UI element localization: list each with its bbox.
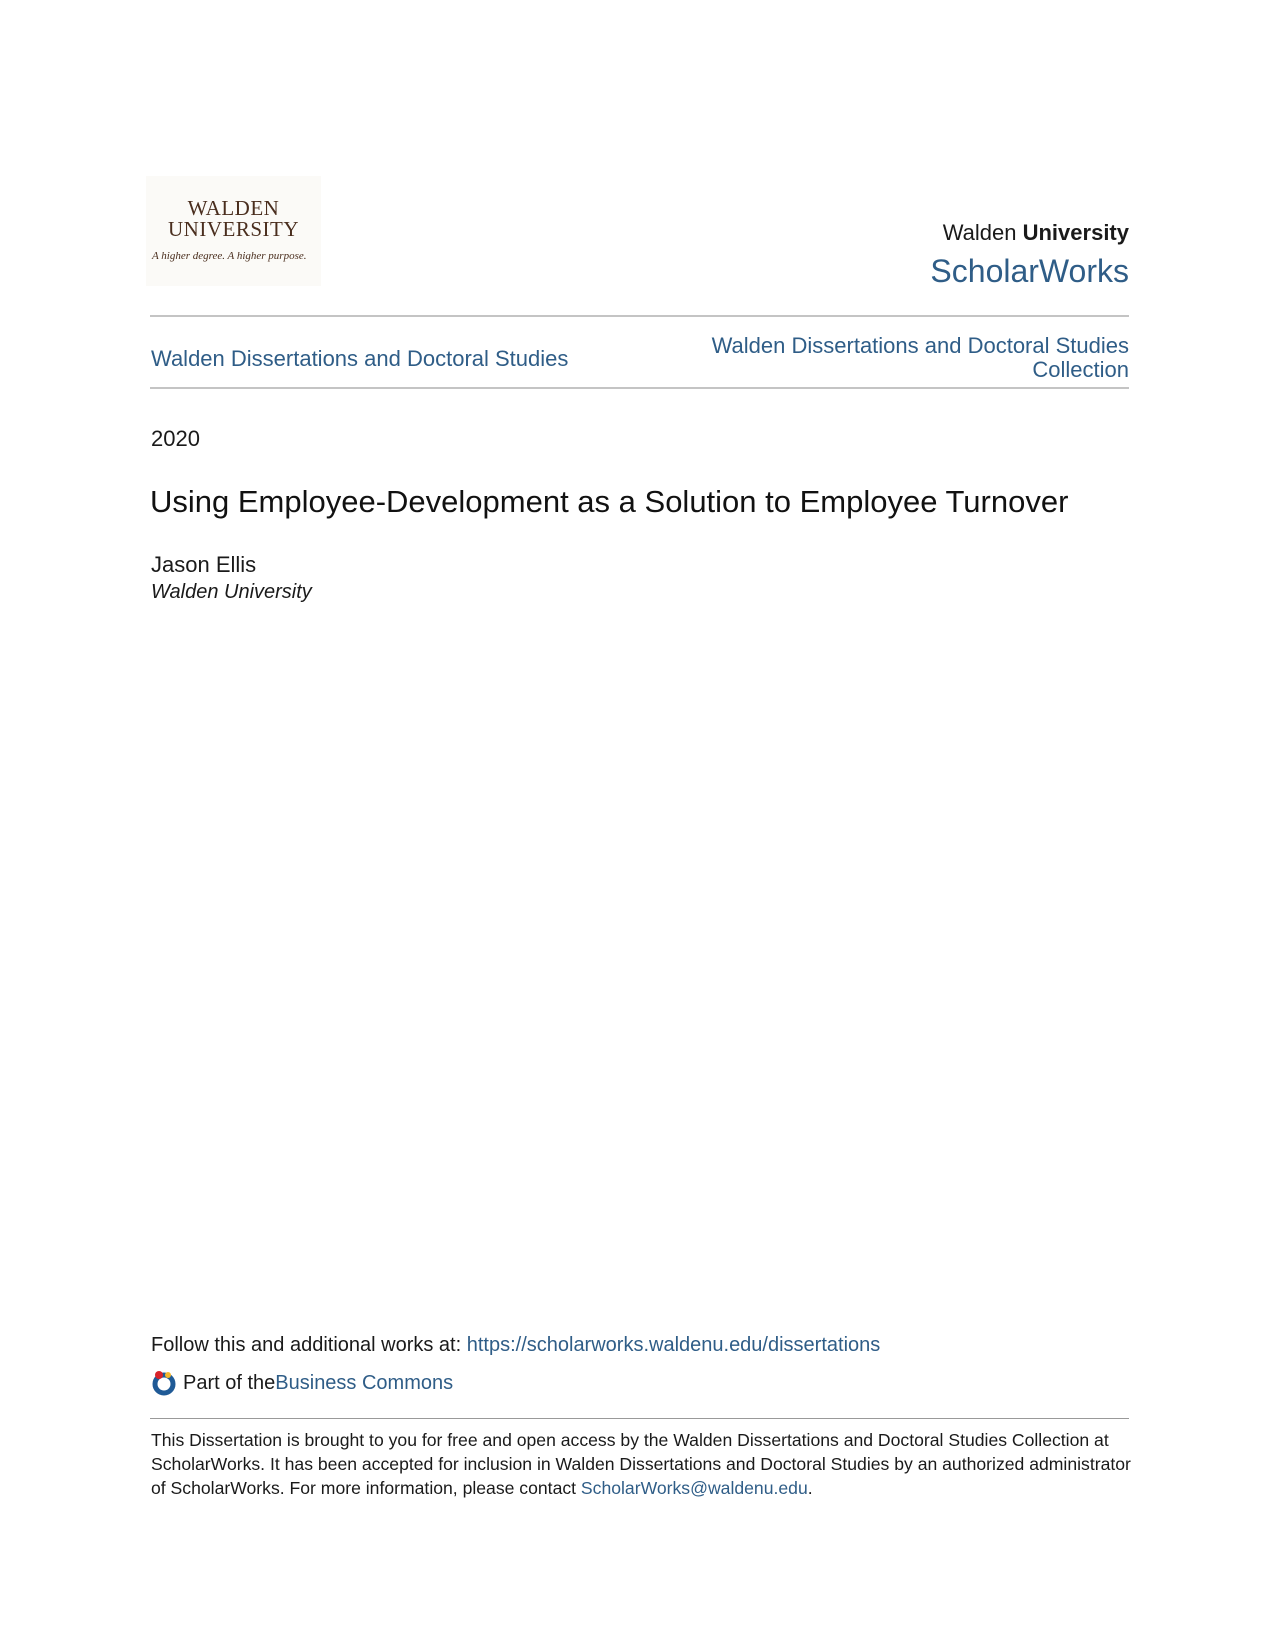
logo-line-1: WALDEN [187,196,280,220]
bepress-commons-icon [151,1370,177,1396]
institution-name [943,220,1129,246]
walden-university-logo [146,176,321,286]
follow-line [151,1334,880,1357]
document-title: Using Employee-Development as a Solution to Employee Turnover [150,484,1069,519]
institution-prefix: Walden [942,220,1023,245]
dissertations-url-link[interactable]: https://scholarworks.waldenu.edu/dissertations [466,1334,881,1356]
collection-line-2: Collection [1032,357,1129,382]
logo-line-2: UNIVERSITY [168,217,299,241]
follow-label: Follow this and additional works at: [151,1334,467,1356]
collection-link-right[interactable] [669,334,1129,382]
author-affiliation: Walden University [151,581,312,603]
notice-end: . [807,1478,813,1498]
publication-year: 2020 [151,426,200,451]
author-name: Jason Ellis [151,552,257,577]
footer-divider [150,1418,1129,1419]
business-commons-link[interactable]: Business Commons [275,1371,454,1394]
institution-bold: University [1022,220,1129,245]
series-link-left[interactable]: Walden Dissertations and Doctoral Studies [151,346,569,371]
collection-line-1: Walden Dissertations and Doctoral Studies [711,333,1129,358]
notice-text: This Dissertation is brought to you for free and open access by the Walden Dissertations and Doctoral Studies Collection at ScholarWorks. It has been accepted for inclusion in Walden Dissertations and Doctoral Studies by an authorized administrator of ScholarWorks. For more information, please contact [151,1430,1131,1498]
contact-email-link[interactable]: ScholarWorks@waldenu.edu [580,1478,808,1498]
scholarworks-link[interactable]: ScholarWorks [930,253,1129,289]
part-of-line [151,1370,453,1396]
access-notice [151,1428,1131,1500]
part-of-label: Part of the [183,1371,276,1394]
logo-tagline: A higher degree. A higher purpose. [152,250,307,262]
header-divider [150,387,1129,389]
top-divider [150,315,1129,317]
